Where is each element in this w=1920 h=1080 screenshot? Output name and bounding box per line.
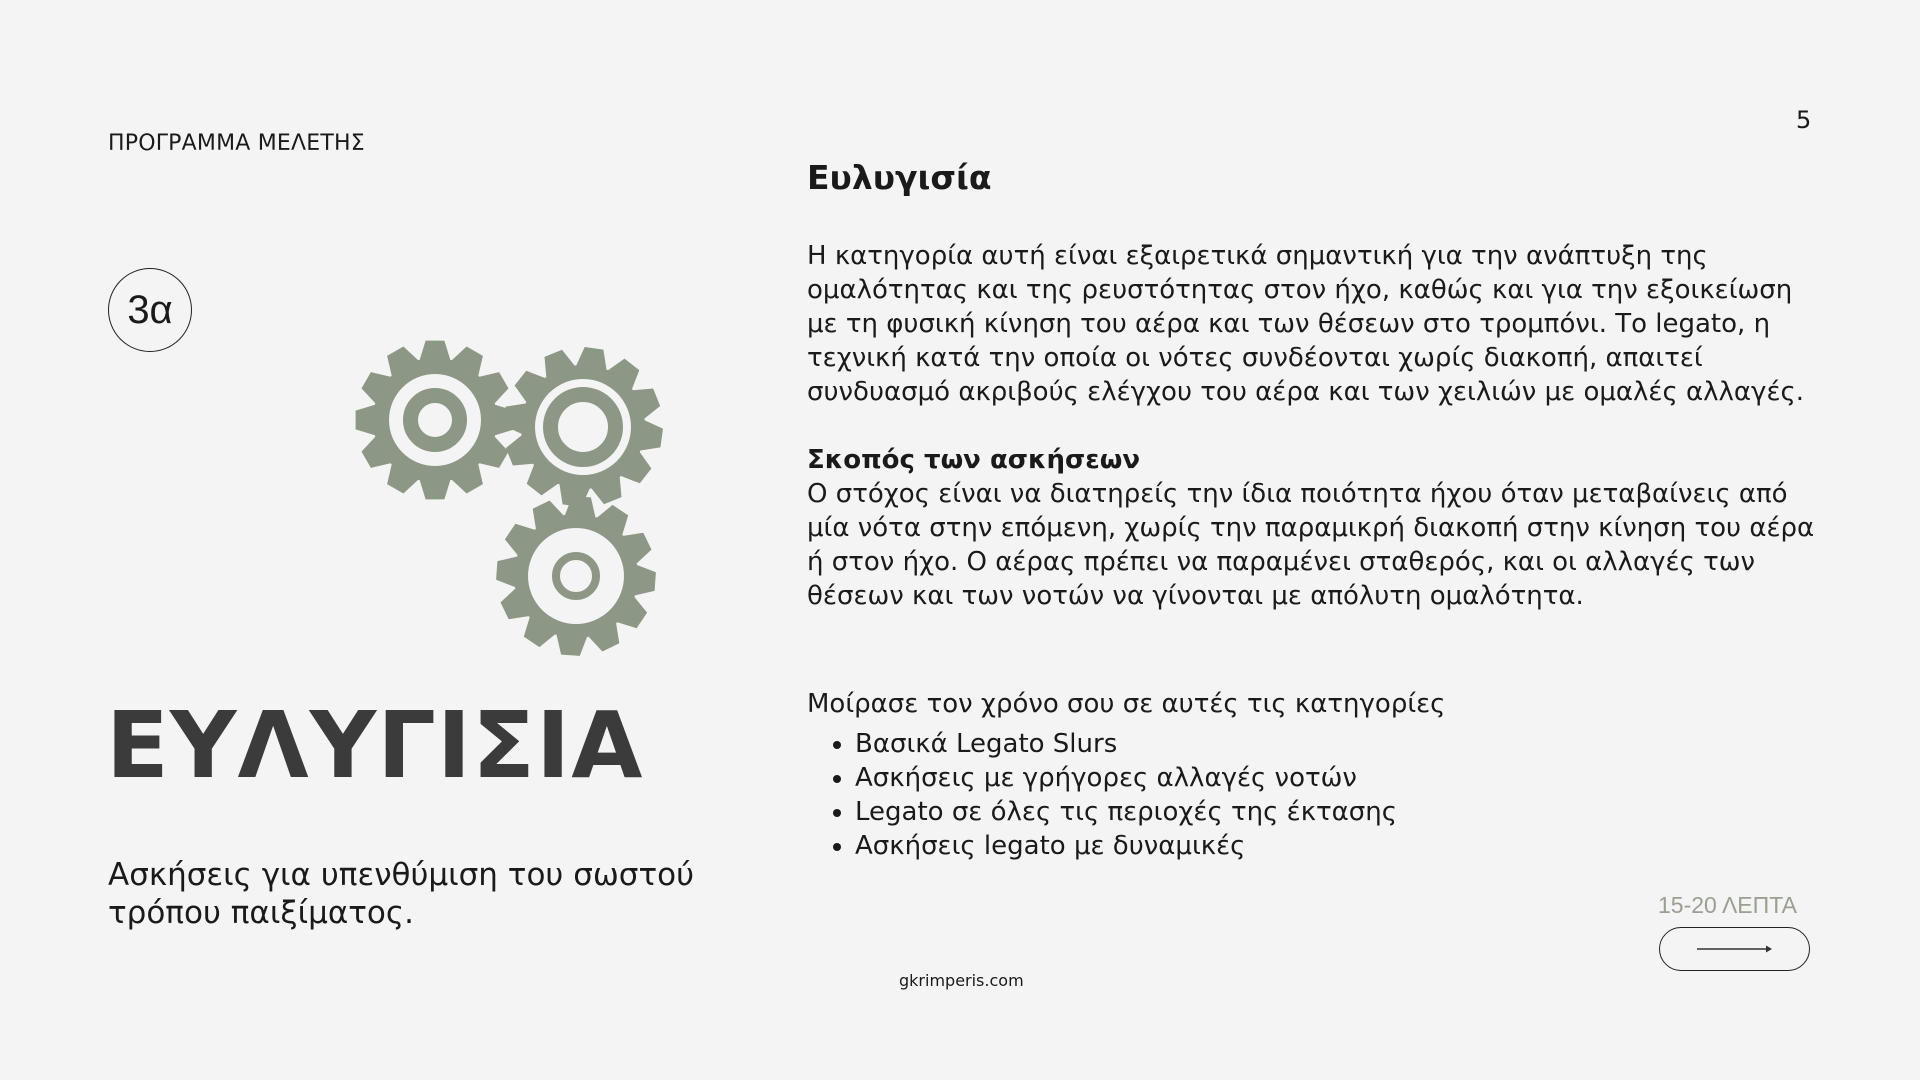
list-item: • Ασκήσεις με γρήγορες αλλαγές νοτών — [855, 761, 1817, 795]
chapter-badge — [108, 268, 192, 352]
share-label: Μοίρασε τον χρόνο σου σε αυτές τις κατηγορίες — [807, 689, 1446, 719]
goal-paragraph: Ο στόχος είναι να διατηρείς την ίδια ποιότητα ήχου όταν μεταβαίνεις από μία νότα στην επόμενη, χωρίς την παραμικρή διακοπή στην κίνηση του αέρα ή στον ήχο. Ο αέρας πρέπει να παραμένει σταθερός, και οι αλλαγές των θέσεων και των νοτών να γίνονται με απόλυτη ομαλότητα. — [807, 479, 1815, 611]
list-item: • Legato σε όλες τις περιοχές της έκτασης — [855, 795, 1817, 829]
gear-face — [389, 374, 481, 466]
website-label: gkrimperis.com — [899, 971, 1024, 990]
list-item: • Ασκήσεις legato με δυναμικές — [855, 829, 1817, 863]
next-button[interactable] — [1659, 927, 1810, 971]
arrow-right-icon — [1696, 944, 1774, 954]
gears-icon — [340, 320, 690, 670]
intro-paragraph: Η κατηγορία αυτή είναι εξαιρετικά σημαντική για την ανάπτυξη της ομαλότητας και της ρευστότητας στον ήχο, καθώς και για την εξοικείωση με τη φυσική κίνηση του αέρα και των θέσεων στο τρομπόνι. Το legato, η τεχνική κατά την οποία οι νότες συνδέονται χωρίς διακοπή, απαιτεί συνδυασμό ακριβούς ελέγχου του αέρα και των χειλιών με ομαλές αλλαγές. — [807, 241, 1805, 407]
category-list — [807, 727, 1817, 863]
page-title: ΕΥΛΥΓΙΣΙΑ — [106, 692, 644, 799]
goal-heading: Σκοπός των ασκήσεων — [807, 445, 1141, 475]
content-column — [807, 158, 1817, 863]
content-heading: Ευλυγισία — [807, 158, 992, 197]
chapter-badge-label: 3α — [127, 287, 173, 332]
page-subtitle: Ασκήσεις για υπενθύμιση του σωστού τρόπου παιξίματος. — [108, 857, 695, 931]
gear-face — [528, 528, 624, 624]
list-item: • Βασικά Legato Slurs — [855, 727, 1817, 761]
section-label: ΠΡΟΓΡΑΜΜΑ ΜΕΛΕΤΗΣ — [108, 131, 365, 156]
duration-label: 15-20 ΛΕΠΤΑ — [1658, 892, 1797, 918]
page-number: 5 — [1796, 106, 1812, 134]
